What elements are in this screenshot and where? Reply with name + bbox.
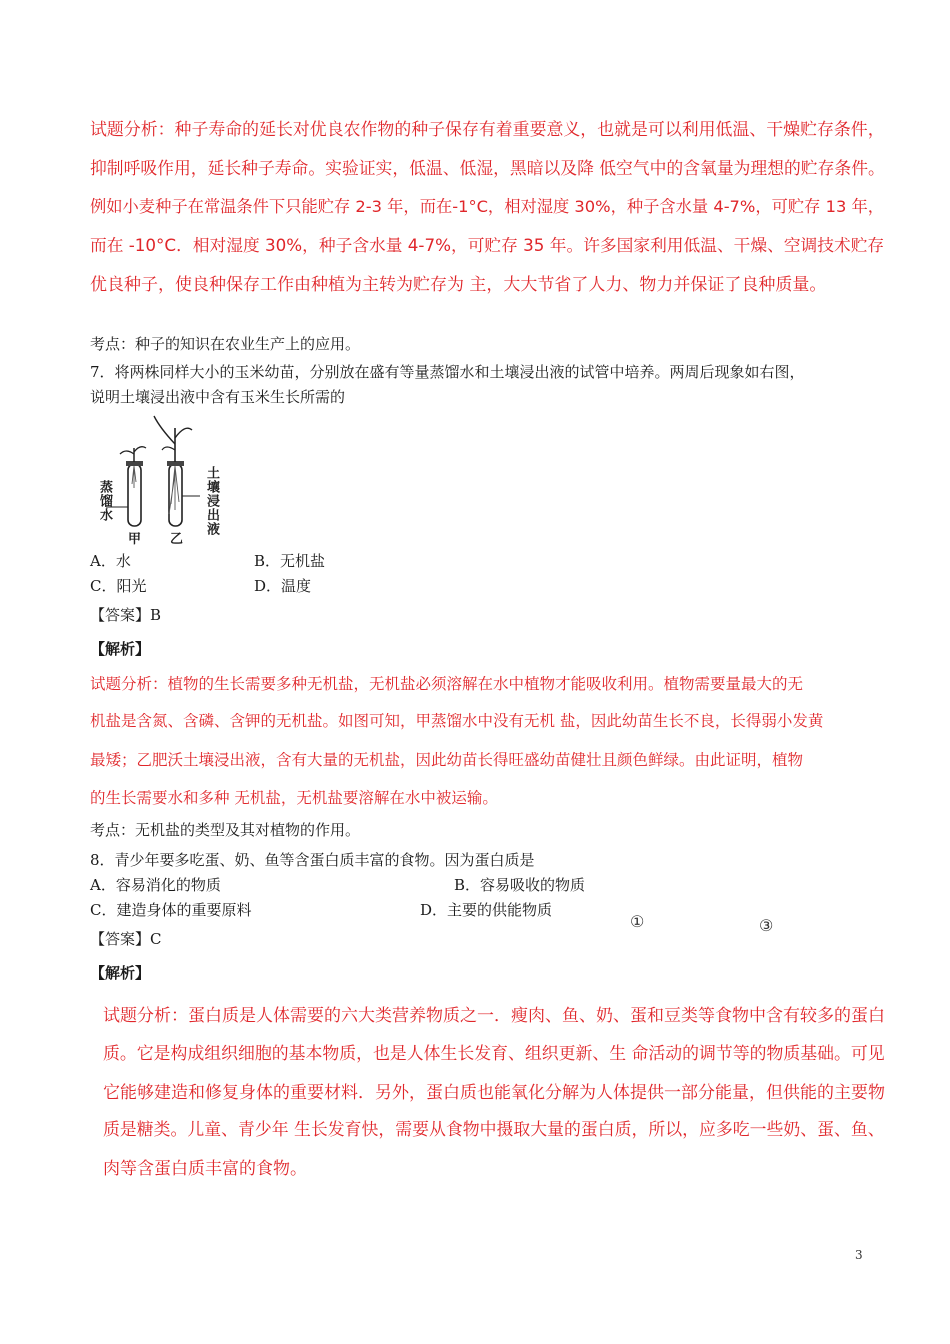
q7-option-a: A．水 xyxy=(90,552,131,570)
q7-option-b: B．无机盐 xyxy=(254,552,326,570)
analysis1-line-1: 试题分析：种子寿命的延长对优良农作物的种子保存有着重要意义，也就是可以利用低温、干燥贮存条件， xyxy=(90,119,885,139)
q7-answer: 【答案】B xyxy=(90,606,162,624)
q8-option-a: A．容易消化的物质 xyxy=(90,876,221,894)
q7-jiexi: 【解析】 xyxy=(90,640,151,658)
q8-analysis-line-1: 试题分析：蛋白质是人体需要的六大类营养物质之一．瘦肉、鱼、奶、蛋和豆类等食物中含有较多的蛋白 xyxy=(103,1006,885,1026)
seedling-b-leaf-3 xyxy=(162,447,175,450)
q8-option-c: C．建造身体的重要原料 xyxy=(90,901,252,919)
q8-mark-1: ① xyxy=(630,912,645,931)
q7-analysis-line-4: 的生长需要水和多种 无机盐，无机盐要溶解在水中被运输。 xyxy=(90,789,498,807)
analysis1-line-3: 例如小麦种子在常温条件下只能贮存 2-3 年，而在-1°C，相对湿度 30%，种子含水量 4-7%，可贮存 13 年， xyxy=(90,197,884,216)
q8-analysis-line-4: 质是糖类。儿童、青少年 生长发育快，需要从食物中摄取大量的蛋白质，所以，应多吃一些奶、蛋、鱼、 xyxy=(103,1119,885,1139)
analysis1-line-4: 而在 -10°C．相对湿度 30%，种子含水量 4-7%，可贮存 35 年。许多国家利用低温、干燥、空调技术贮存 xyxy=(90,235,885,255)
q8-analysis-line-5: 肉等含蛋白质丰富的食物。 xyxy=(103,1159,307,1179)
q7-analysis-line-1: 试题分析：植物的生长需要多种无机盐，无机盐必须溶解在水中植物才能吸收利用。植物需要量最大的无 xyxy=(90,675,804,693)
q8-jiexi: 【解析】 xyxy=(90,964,151,982)
q7-analysis-line-3: 最矮；乙肥沃土壤浸出液，含有大量的无机盐，因此幼苗长得旺盛幼苗健壮且颜色鲜绿。由此证明，植物 xyxy=(90,751,804,769)
q8-mark-3: ③ xyxy=(759,916,774,935)
q7-option-c: C．阳光 xyxy=(90,577,147,595)
q7-stem-line-2: 说明土壤浸出液中含有玉米生长所需的 xyxy=(90,388,346,406)
q7-option-d: D．温度 xyxy=(254,577,312,595)
analysis1-line-5: 优良种子，使良种保存工作由种植为主转为贮存为 主，大大节省了人力、物力并保证了良种质量。 xyxy=(90,275,827,295)
q8-option-d: D．主要的供能物质 xyxy=(420,901,553,919)
q7-figure-tube-b-label: 乙 xyxy=(170,532,184,547)
kaodian-1: 考点：种子的知识在农业生产上的应用。 xyxy=(90,335,361,353)
q7-analysis-line-2: 机盐是含氮、含磷、含钾的无机盐。如图可知，甲蒸馏水中没有无机 盐，因此幼苗生长不良，长得弱小发黄 xyxy=(90,712,824,730)
seedling-b-leaf-1 xyxy=(154,416,175,444)
q8-stem: 8．青少年要多吃蛋、奶、鱼等含蛋白质丰富的食物。因为蛋白质是 xyxy=(90,851,535,869)
seedling-b-leaf-2 xyxy=(175,428,192,438)
q8-option-b: B．容易吸收的物质 xyxy=(454,876,586,894)
q8-answer: 【答案】C xyxy=(90,930,162,948)
q7-stem-line-1: 7．将两株同样大小的玉米幼苗，分别放在盛有等量蒸馏水和土壤浸出液的试管中培养。两周后现象如右图， xyxy=(90,363,805,381)
q8-analysis-line-2: 质。它是构成组织细胞的基本物质，也是人体生长发育、组织更新、生 命活动的调节等的物质基础。可见 xyxy=(103,1043,885,1063)
analysis1-line-2: 抑制呼吸作用，延长种子寿命。实验证实，低温、低湿，黑暗以及降 低空气中的含氧量为理想的贮存条件。 xyxy=(90,158,885,178)
seedling-a-leaf-2 xyxy=(134,447,146,452)
q7-kaodian: 考点：无机盐的类型及其对植物的作用。 xyxy=(90,821,361,839)
seedling-a-leaf-1 xyxy=(120,451,134,454)
q7-figure-right-label: 土壤浸出液 xyxy=(204,466,219,536)
q8-analysis-line-3: 它能够建造和修复身体的重要材料．另外，蛋白质也能氧化分解为人体提供一部分能量，但供能的主要物 xyxy=(103,1083,885,1103)
page-number: 3 xyxy=(855,1248,863,1262)
q7-figure-left-label: 蒸馏水 xyxy=(97,480,112,522)
q7-figure-tube-a-label: 甲 xyxy=(128,532,142,547)
